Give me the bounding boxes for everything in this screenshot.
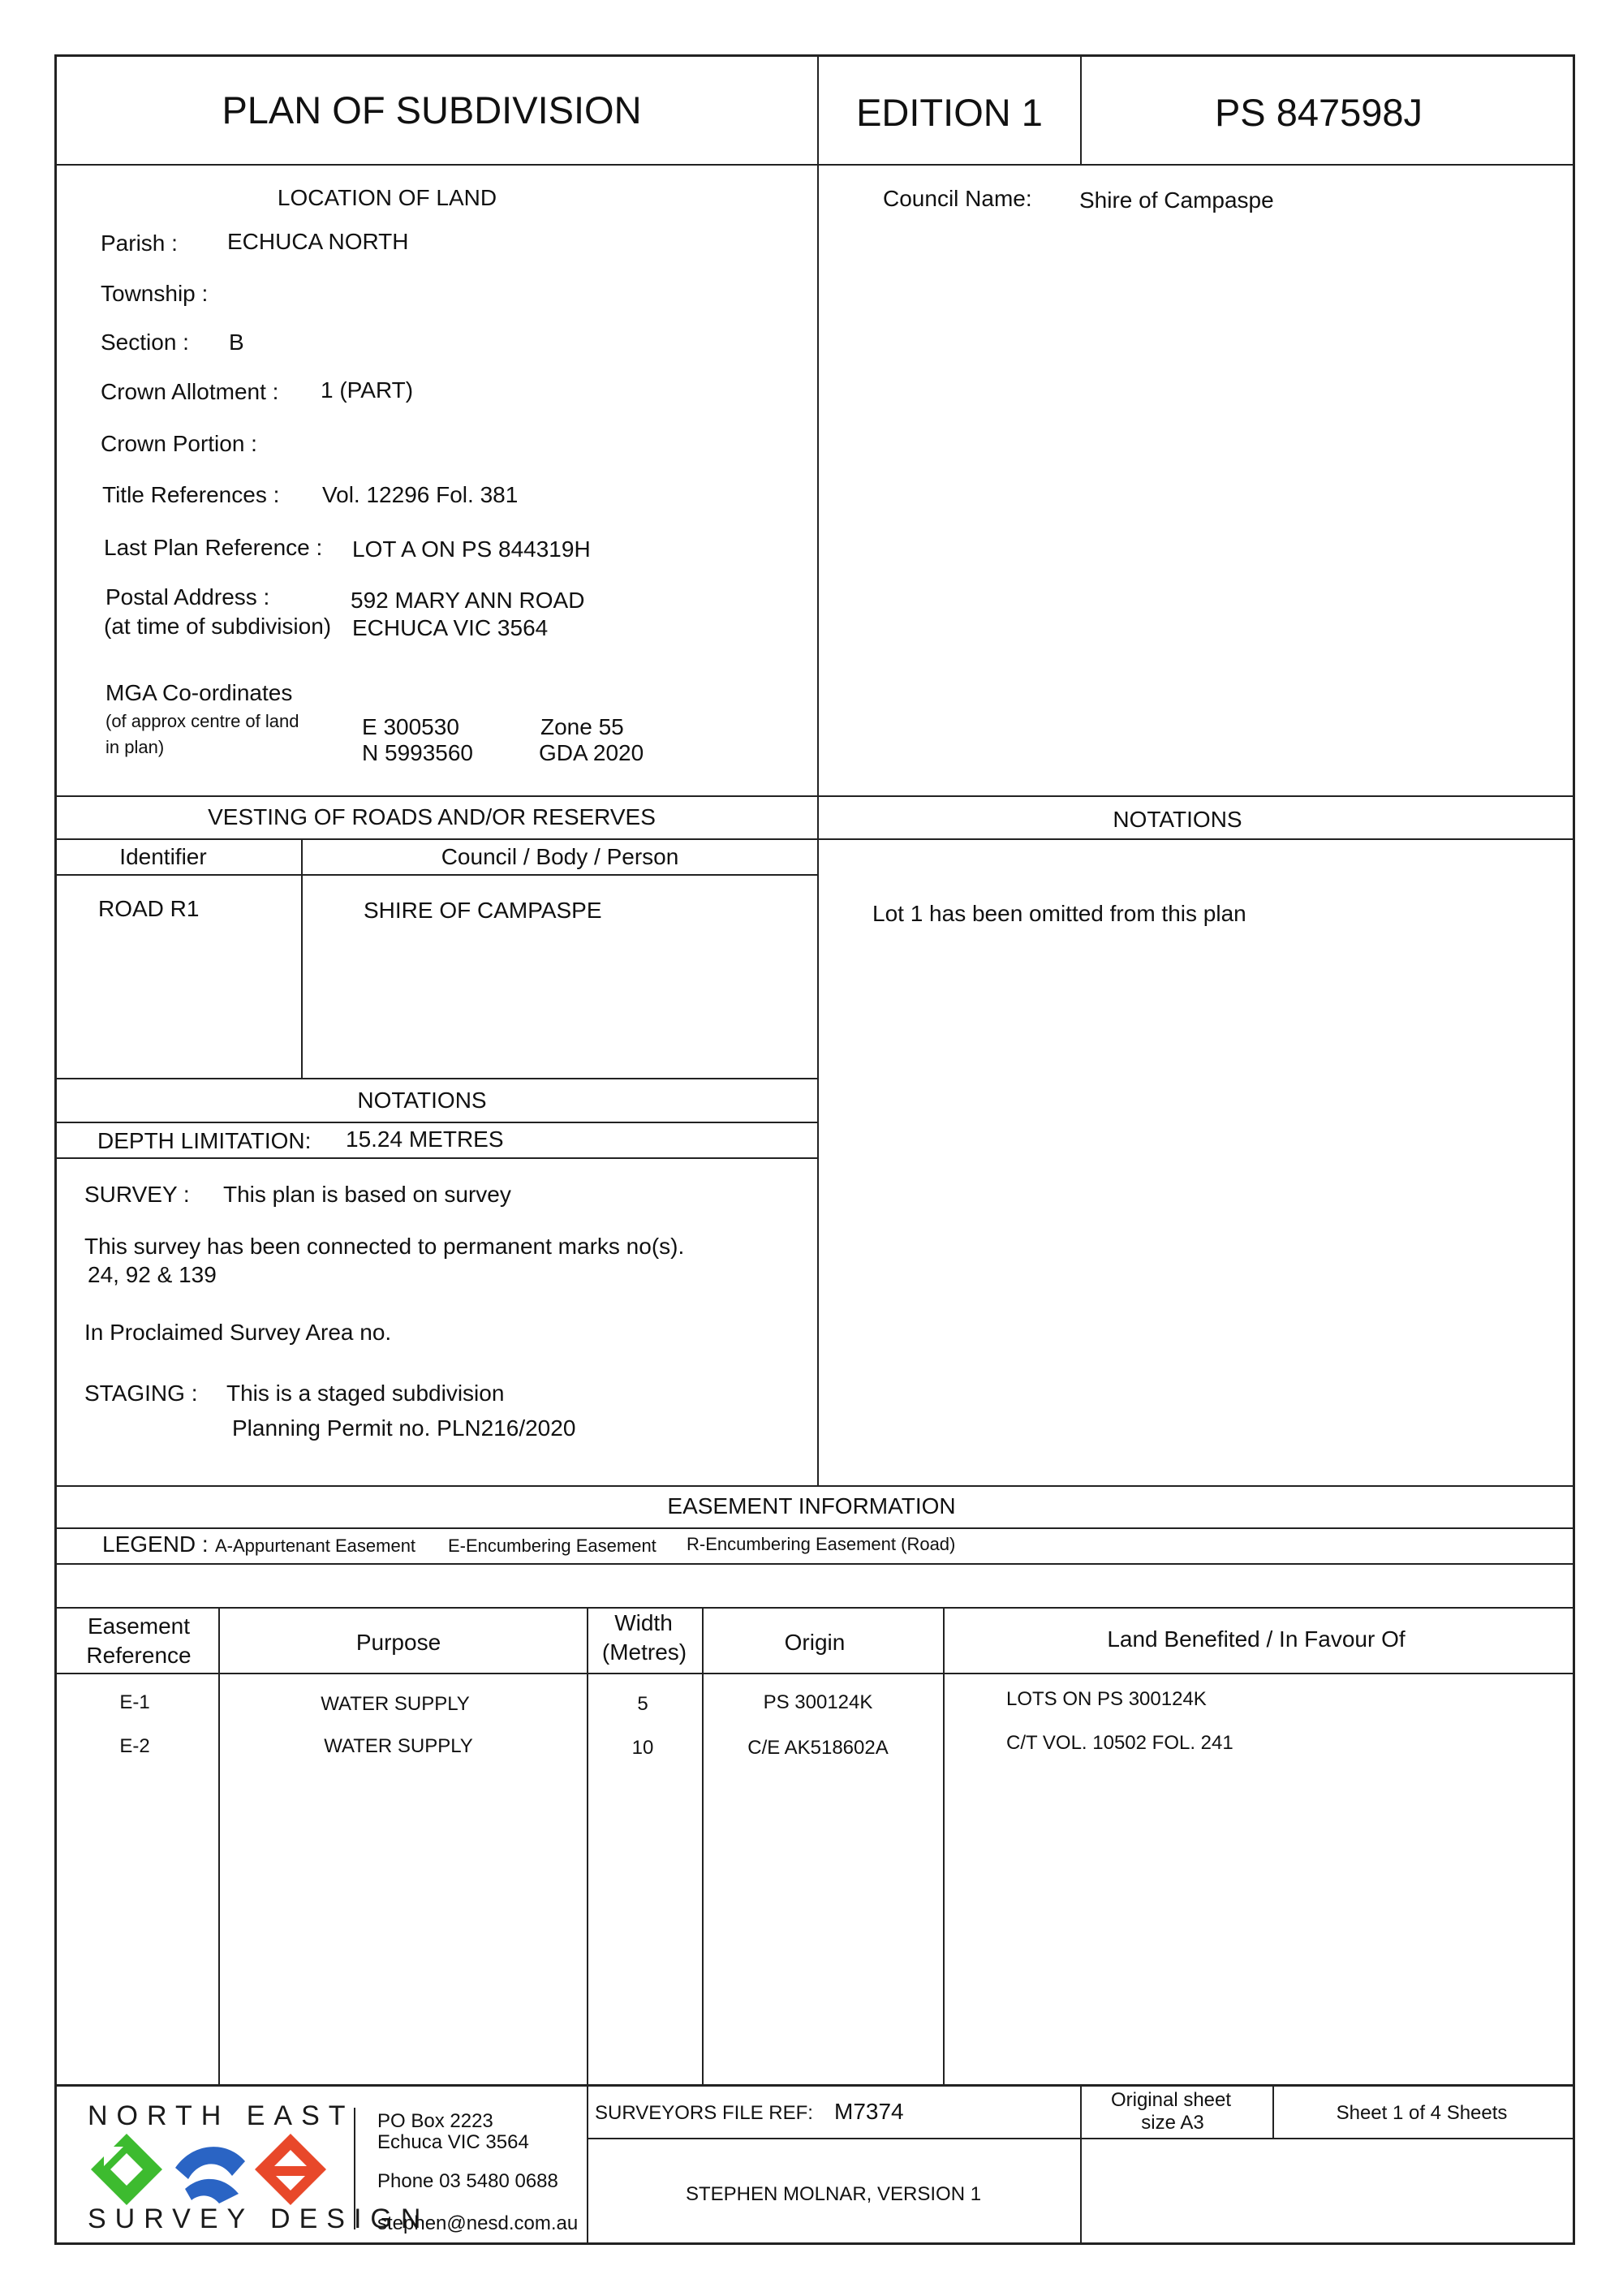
northing: N 5993560 (362, 740, 474, 765)
easement-blank-line (54, 1607, 1575, 1609)
easement-col-ref-2: Reference (86, 1643, 192, 1668)
permanent-marks: 24, 92 & 139 (88, 1262, 217, 1287)
vesting-heading-line (54, 838, 1575, 840)
surveyor-version: STEPHEN MOLNAR, VERSION 1 (685, 2183, 982, 2205)
last-plan-label: Last Plan Reference : (104, 535, 323, 560)
parish-value: ECHUCA NORTH (227, 229, 409, 254)
crown-allotment-value: 1 (PART) (321, 377, 414, 403)
footer-col-3 (1272, 2084, 1274, 2139)
notations-right-heading: NOTATIONS (1113, 807, 1242, 832)
easement-col-width-2: (Metres) (601, 1639, 687, 1665)
crown-portion-label: Crown Portion : (101, 431, 257, 456)
logo-text-top: NORTH EAST (88, 2100, 355, 2131)
center-divider (817, 54, 819, 1486)
logo-green-mark-icon (91, 2134, 162, 2205)
easement-top-line (54, 1485, 1575, 1487)
vesting-row-council: SHIRE OF CAMPASPE (364, 898, 602, 923)
vesting-col-council: Council / Body / Person (441, 844, 679, 869)
easement-col-3 (702, 1607, 704, 2085)
survey-text: This plan is based on survey (223, 1182, 511, 1207)
easement-col-line (54, 1673, 1575, 1674)
title-references-value: Vol. 12296 Fol. 381 (322, 482, 519, 507)
proclaimed-area: In Proclaimed Survey Area no. (84, 1320, 392, 1345)
mga-label: MGA Co-ordinates (105, 680, 293, 705)
vesting-top-line (54, 795, 1575, 797)
legend-label: LEGEND : (102, 1531, 209, 1557)
header-divider (54, 164, 1575, 166)
file-ref-label: SURVEYORS FILE REF: (595, 2102, 813, 2124)
depth-label: DEPTH LIMITATION: (97, 1128, 312, 1153)
mga-sub-2: in plan) (105, 737, 165, 757)
footer-col-1 (587, 2084, 588, 2245)
vesting-heading: VESTING OF ROADS AND/OR RESERVES (208, 804, 656, 829)
file-ref-value: M7374 (834, 2099, 904, 2124)
legend-line (54, 1563, 1575, 1565)
crown-allotment-label: Crown Allotment : (101, 379, 279, 404)
notations-heading-line (54, 1122, 818, 1123)
easement-col-purpose: Purpose (355, 1630, 441, 1655)
easement-row-1-ref: E-1 (119, 1691, 150, 1713)
easement-col-ref-1: Easement (87, 1613, 191, 1639)
location-heading: LOCATION OF LAND (277, 185, 497, 210)
section-value: B (229, 330, 244, 355)
plan-title: PLAN OF SUBDIVISION (222, 88, 642, 131)
zone: Zone 55 (540, 714, 624, 739)
logo-red-mark-icon (255, 2134, 326, 2205)
easement-col-2 (587, 1607, 588, 2085)
staging-label: STAGING : (84, 1381, 198, 1406)
easement-row-2-purpose: WATER SUPPLY (324, 1735, 473, 1757)
legend-road: R-Encumbering Easement (Road) (687, 1534, 956, 1554)
notations-top-line (54, 1078, 818, 1079)
phone: Phone 03 5480 0688 (377, 2170, 558, 2192)
footer-top-line (54, 2084, 1575, 2087)
company-logo-icon (88, 2130, 331, 2208)
title-references-label: Title References : (102, 482, 280, 507)
easement-col-1 (218, 1607, 220, 2085)
postal-label: Postal Address : (105, 584, 270, 610)
notations-left-heading: NOTATIONS (357, 1088, 487, 1113)
postal-sublabel: (at time of subdivision) (104, 614, 332, 639)
section-label: Section : (101, 330, 189, 355)
postal-line-2: ECHUCA VIC 3564 (352, 615, 549, 640)
easement-row-2-width: 10 (631, 1737, 654, 1759)
footer-col-2 (1080, 2084, 1082, 2245)
vesting-col-identifier: Identifier (119, 844, 207, 869)
easement-row-2-origin: C/E AK518602A (747, 1737, 889, 1759)
vesting-col-line (54, 874, 818, 876)
sheet-size-line-2: size A3 (1141, 2112, 1204, 2134)
header-divider-edition (1080, 54, 1082, 164)
easement-heading: EASEMENT INFORMATION (667, 1493, 956, 1518)
easement-row-1-benefit: LOTS ON PS 300124K (1006, 1688, 1207, 1710)
footer-mid-line (587, 2138, 1575, 2139)
easement-row-2-ref: E-2 (119, 1735, 150, 1757)
easement-row-1-width: 5 (637, 1693, 648, 1715)
legend-encumbering: E-Encumbering Easement (448, 1536, 657, 1556)
easting: E 300530 (362, 714, 459, 739)
easement-row-1-origin: PS 300124K (763, 1691, 873, 1713)
township-label: Township : (101, 281, 209, 306)
easement-row-2-benefit: C/T VOL. 10502 FOL. 241 (1006, 1732, 1233, 1754)
logo-blue-mark-icon (175, 2147, 245, 2203)
council-name: Shire of Campaspe (1079, 187, 1274, 213)
parish-label: Parish : (101, 230, 178, 256)
easement-row-1-purpose: WATER SUPPLY (321, 1693, 470, 1715)
easement-col-origin: Origin (784, 1630, 846, 1655)
edition: EDITION 1 (856, 91, 1043, 134)
planning-permit: Planning Permit no. PLN216/2020 (232, 1415, 576, 1441)
easement-heading-line (54, 1527, 1575, 1529)
last-plan-value: LOT A ON PS 844319H (352, 536, 591, 562)
plan-number: PS 847598J (1214, 91, 1423, 134)
depth-value: 15.24 METRES (346, 1126, 504, 1152)
easement-col-width-1: Width (614, 1610, 673, 1635)
email: stephen@nesd.com.au (377, 2212, 579, 2234)
vesting-col-divider (301, 838, 303, 1079)
datum: GDA 2020 (539, 740, 644, 765)
logo-text-bottom: SURVEY DESIGN (88, 2203, 430, 2234)
depth-line (54, 1157, 818, 1159)
vesting-row-identifier: ROAD R1 (98, 896, 200, 921)
mga-sub-1: (of approx centre of land (105, 711, 299, 731)
postal-line-1: 592 MARY ANN ROAD (351, 588, 585, 613)
sheet-count: Sheet 1 of 4 Sheets (1336, 2102, 1508, 2124)
notations-right-text: Lot 1 has been omitted from this plan (872, 901, 1246, 926)
easement-col-4 (943, 1607, 945, 2085)
survey-label: SURVEY : (84, 1182, 190, 1207)
legend-appurtenant: A-Appurtenant Easement (215, 1536, 416, 1556)
address-line-1: PO Box 2223 (377, 2110, 493, 2132)
council-label: Council Name: (883, 186, 1032, 211)
easement-col-benefit: Land Benefited / In Favour Of (1107, 1626, 1406, 1652)
address-line-2: Echuca VIC 3564 (377, 2131, 529, 2153)
connected-text: This survey has been connected to permanent marks no(s). (84, 1234, 685, 1259)
staging-text: This is a staged subdivision (226, 1381, 505, 1406)
sheet-size-line-1: Original sheet (1110, 2089, 1232, 2111)
